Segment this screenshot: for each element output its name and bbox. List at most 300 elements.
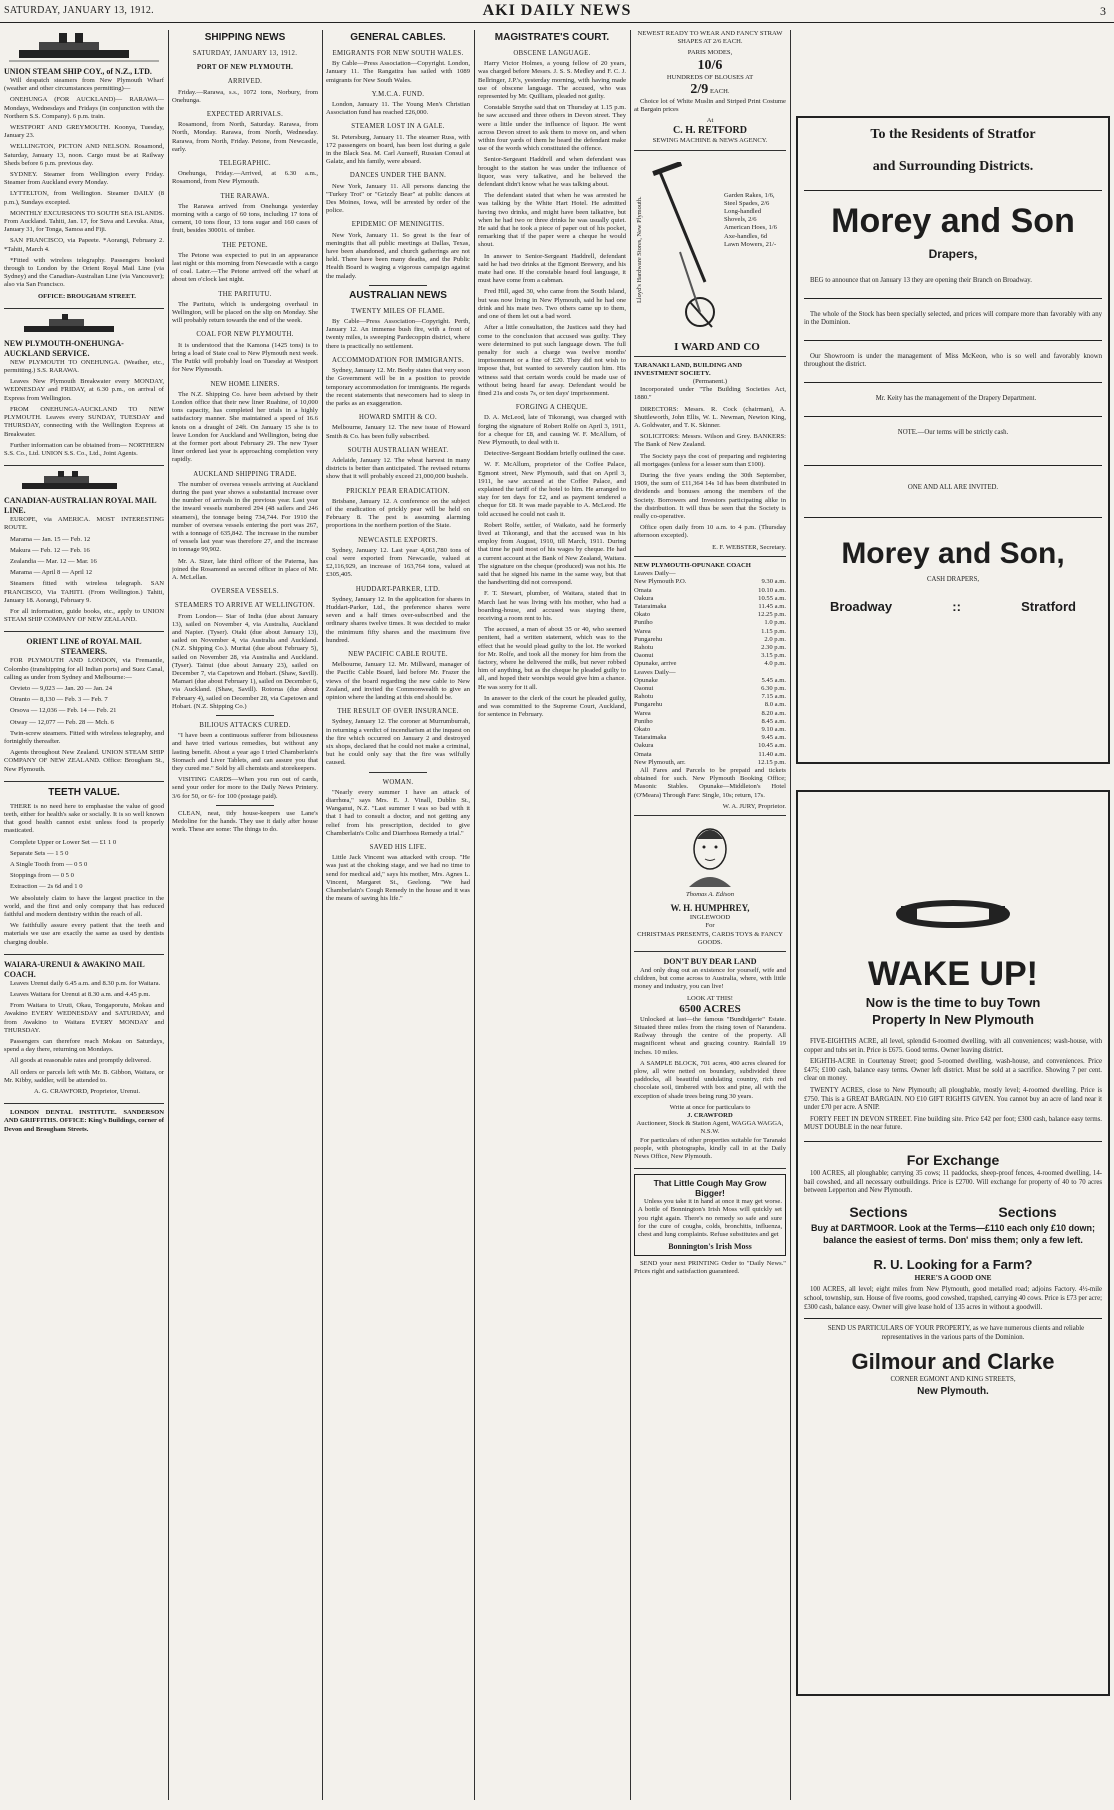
ad-line: SOLICITORS: Messrs. Wilson and Grey. BANKERS: The Bank of New Zealand. xyxy=(634,433,786,449)
ad-line: During the five years ending the 30th September, 1909, the sum of £11,364 14s 1d has been distributed in dividends and bonuses among the members of the Society. Borrowers and Investors participating alike in the distribution. It will thus be seen that the Society is really co-operative. xyxy=(634,472,786,521)
vertical-caption: Lloyd's Hardware Stores, New Plymouth. xyxy=(636,196,643,303)
land-ad xyxy=(634,957,786,1169)
column-rule xyxy=(168,30,169,1800)
property-listing: FORTY FEET IN DEVON STREET. Fine building site. Price £42 per foot; £300 cash, balance easy terms. MUST DOUBLE in the near future. xyxy=(804,1115,1102,1132)
ad-line: SEND your next PRINTING Order to "Daily News." Prices right and satisfaction guaranteed. xyxy=(634,1260,786,1276)
tool-price: Long-handled Shovels, 2/6 xyxy=(724,208,761,224)
subheading: Y.M.C.A. FUND. xyxy=(371,90,425,98)
building-society-ad xyxy=(634,362,786,557)
article-text: Robert Rolfe, settler, of Waikato, said he formerly lived at Tikorangi, and that the accused was in his employ from August, 1910, till March, 1911. During that time he paid most of his wages by cheque. He had a current account at the Bank of New Zealand, Waitara. The signature on the cheque (produced) was not his. He said that he signed his name in the same way, but that the handwriting did not correspond. xyxy=(478,521,626,587)
ad-line: And only drag out an existence for yourself, wife and children, but come across to Australia, where, with little money and industry, you can live! xyxy=(634,967,786,991)
ad-line: We absolutely claim to have the largest practice in the world, and the first and only company that has reduced faithful and modern dentistry within the reach of all. xyxy=(4,894,164,919)
divider xyxy=(804,190,1102,191)
article-text: Sydney, January 12. In the application for shares in Huddart-Parker, Ltd., the preference shares were seven and a half times over-subscribed and the ordinary shares twelve times. It was decided to make the minimum fifty shares and the maximum five hundred. xyxy=(326,595,470,644)
timetable-row xyxy=(634,611,786,619)
property-listing: 100 ACRES, all level; eight miles from New Plymouth, good metalled road; adjoins Factory. 4½-mile school, township, sun. House of five rooms, good cowshed, trapshed, carrying 40 cows. Price is £73 per acre; £300 cash, balance easy. Owner will give lease hold of 135 acres in without a goodwill. xyxy=(804,1286,1102,1311)
subheading: HOWARD SMITH & CO. xyxy=(359,414,437,422)
article-text: St. Petersburg, January 11. The steamer Russ, with 172 passengers on board, has been lost during a gale in the Black Sea. M. Carl Aunseff, Russian Consul at Galatz, and his family, were aboard. xyxy=(326,133,470,166)
shop-name: C. H. RETFORD xyxy=(673,125,747,137)
ad-heading: NEW PLYMOUTH-OPUNAKE COACH xyxy=(634,561,751,569)
subheading: AUCKLAND SHIPPING TRADE. xyxy=(193,470,297,478)
ad-heading: TARANAKI LAND, BUILDING AND INVESTMENT SOCIETY. xyxy=(634,361,742,377)
firm-name: Morey and Son, xyxy=(841,536,1065,570)
firm-subtitle: Drapers, xyxy=(928,247,978,261)
morey-and-son-ad xyxy=(796,116,1110,764)
ad-line: E. F. WEBSTER, Secretary. xyxy=(712,543,786,551)
company-name: ORIENT LINE of ROYAL MAIL STEAMERS. xyxy=(26,637,142,657)
subheading: NEW HOME LINERS. xyxy=(210,380,280,388)
ad-line: Otway — 12,077 — Feb. 28 — Mch. 6 xyxy=(10,718,114,726)
stop-name: Okato xyxy=(634,725,651,733)
article-text: VISITING CARDS—When you run out of cards, send your order for more to the Daily News Printery. 3/6 for 50, or 6/- for 100 (postage paid). xyxy=(172,776,318,800)
divider xyxy=(804,340,1102,341)
ad-line: Write at once for particulars to xyxy=(669,1103,751,1111)
column-general-cables xyxy=(326,30,470,1800)
ad-line: CHRISTMAS PRESENTS, CARDS TOYS & FANCY GOODS. xyxy=(637,930,783,946)
subheading: THE PARITUTU. xyxy=(218,290,272,298)
stop-time: 12.15 p.m. xyxy=(757,758,786,766)
stop-time: 11.45 a.m. xyxy=(758,602,786,610)
firm-town: New Plymouth. xyxy=(917,1385,989,1397)
ad-line: Makura — Feb. 12 — Feb. 16 xyxy=(10,546,90,554)
ad-line: For xyxy=(705,922,715,930)
article-text: The defendant stated that when he was arrested he was talking by the White Hart Hotel. He admitted having two drinks, and might have been talkative, but when he had two or three drinks he was usually quiet. He said that he took a piece of paper out of his pocket, remarking that if the paper were a cheque he would shout. xyxy=(478,192,626,249)
timetable-row xyxy=(634,628,786,636)
ad-heading: R. U. Looking for a Farm? xyxy=(873,1256,1033,1272)
article-text: Harry Victor Holmes, a young fellow of 20 years, was charged before Messrs. J. S. S. Medley and F. C. J. Bellringer, J.P.'s, yesterday morning, with having made use of obscene language. The accused, who was represented by Mr. Quilliam, pleaded not guilty. xyxy=(478,60,626,101)
shop-subtitle: SEWING MACHINE & NEWS AGENCY. xyxy=(652,137,768,145)
firm-subtitle: CASH DRAPERS, xyxy=(926,575,980,583)
price-line: Extraction — 2s 6d and 1 0 xyxy=(10,883,83,891)
ad-line: NOTE.—Our terms will be strictly cash. xyxy=(897,428,1009,436)
stop-time: 10.55 a.m. xyxy=(758,594,786,602)
signature-caption: Thomas A. Edison xyxy=(685,890,735,898)
humphrey-ad xyxy=(634,821,786,952)
stop-time: 2.0 p.m. xyxy=(764,635,786,643)
column-shipping-news xyxy=(172,30,318,1800)
article-text: Rosamond, from North, Saturday. Rarawa, from North, Monday. Rarawa, from North, Wednesday. Rarawa, from North, Friday. Petone, from Newcastle, early. xyxy=(172,121,318,153)
ad-line: Orvieto — 9,023 — Jan. 20 — Jan. 24 xyxy=(10,684,113,692)
timetable-row xyxy=(634,587,786,595)
stop-name: Oakura xyxy=(634,594,654,602)
subheading: DANCES UNDER THE BANN. xyxy=(349,172,447,180)
article-text: Melbourne, January 12. Mr. Millward, manager of the Pacific Cable Board, laid before Mr. Frazer the views of the board regarding the new cable to New Zealand, and invited the Commonwealth to give an opinion where the landing at this end should be. xyxy=(326,661,470,701)
article-text: "Nearly every summer I have an attack of diarrhœa," says Mrs. E. J. Vinall, Dublin St., Wanganui, N.Z. "Last summer I was so bad with it that I had to consult a doctor, and not getting any relief from his prescription, decided to give Chamberlain's Colic and Diarrhoea Remedy a trial." xyxy=(326,788,470,837)
timetable-row xyxy=(634,710,786,718)
ad-line: BEG to announce that on January 13 they are opening their Branch on Broadway. xyxy=(810,277,1032,284)
orient-line-ad xyxy=(4,637,164,781)
ad-line: Our Showroom is under the management of Miss McKeon, who is so well and favorably known throughout the district. xyxy=(804,352,1102,369)
ad-heading: TEETH VALUE. xyxy=(48,786,120,798)
ad-headline: To the Residents of Stratfor xyxy=(870,127,1036,142)
ad-line: A. G. CRAWFORD, Proprietor, Urenui. xyxy=(34,1088,140,1096)
subheading: SOUTH AUSTRALIAN WHEAT. xyxy=(347,446,449,454)
ad-line: SEND US PARTICULARS OF YOUR PROPERTY, as we have numerous clients and reliable representatives in the various parts of the Dominion. xyxy=(827,1325,1085,1341)
edison-portrait-icon xyxy=(675,821,745,891)
ad-line: Mr. Keity has the management of the Drapery Department. xyxy=(875,394,1037,402)
gilmour-clarke-ad xyxy=(796,790,1110,1696)
divider xyxy=(804,1141,1102,1142)
article-text: Sydney, January 12. Mr. Beeby states that very soon the Government will be in a position to provide temporary accommodation for immigrants. He regards the recent statements that newcomers had to sleep in the parks as an exaggeration. xyxy=(326,367,470,407)
ad-line: The Society pays the cost of preparing and registering all mortgages (unless for a lesser sum than £100). xyxy=(634,452,786,468)
ad-line: Leaves New Plymouth Breakwater every MONDAY, WEDNESDAY and FRIDAY, at 6.30 p.m., on arrival of Express from Wellington. xyxy=(4,378,164,402)
timetable-row xyxy=(634,718,786,726)
stop-name: Puniho xyxy=(634,717,653,725)
article-text: Sydney, January 12. The coroner at Murrumburrah, in returning a verdict of incendiarism at the inquest on the fire which occurred on January 2 and destroyed six shops, declared that he could not make a criminal, but he could only say that the fire was wilfully caused. xyxy=(326,718,470,767)
column-magistrates-court xyxy=(478,30,626,1800)
timetable-row xyxy=(634,734,786,742)
ad-subheadline: HERE'S A GOOD ONE xyxy=(914,1272,992,1282)
ad-line: INGLEWOOD xyxy=(689,914,731,922)
subheading: STEAMERS TO ARRIVE AT WELLINGTON. xyxy=(174,602,316,610)
ad-line: FROM ONEHUNGA-AUCKLAND TO NEW PLYMOUTH. Leaves every SUNDAY, TUESDAY and THURSDAY, connecting with the Wellington Express at Breakwater. xyxy=(4,405,164,438)
article-text: W. F. McAllum, proprietor of the Coffee Palace, Egmont street, New Plymouth, said that on April 3, 1911, he saw accused at the Coffee Palace, and explained the tariff of the hotel to him. He arranged to stay for ten days for £2, and as payment tendered a cheque for £8. It was made payable to A. McLeod. He told accused he could not cash it. xyxy=(478,461,626,518)
masthead xyxy=(0,0,1114,23)
stop-name: Tataraimaka xyxy=(634,602,667,610)
stop-name: Opunake, arrive xyxy=(634,660,677,668)
divider xyxy=(804,517,1102,518)
stop-time: 10.10 a.m. xyxy=(758,586,786,594)
section-title: SHIPPING NEWS xyxy=(204,32,286,43)
stop-name: Warea xyxy=(634,709,651,717)
property-listing: 100 ACRES, all ploughable; carrying 35 cows; 11 paddocks, sheep-proof fences, 4-roomed dwelling, 14-bail cowshed, and all necessary outbuildings. Price is £2700. Will exchange for property of 40 to 70 acres between Lepperton and New Plymouth. xyxy=(804,1169,1102,1195)
subheading: HUDDART-PARKER, LTD. xyxy=(355,585,441,593)
firm-name: Morey and Son xyxy=(831,202,1075,240)
tool-price: Steel Spades, 2/6 xyxy=(724,199,770,207)
sections-heading xyxy=(804,1202,1102,1222)
ad-headline: and Surrounding Districts. xyxy=(872,159,1034,174)
canadian-australian-ad xyxy=(4,471,164,632)
subheading: STEAMER LOST IN A GALE. xyxy=(351,123,445,131)
ad-line: (Permanent.) xyxy=(692,378,728,386)
stop-name: Pungarehu xyxy=(634,635,663,643)
timetable-row xyxy=(634,578,786,586)
subheading: EMIGRANTS FOR NEW SOUTH WALES. xyxy=(332,50,464,57)
price-line: A Single Tooth from — 0 5 0 xyxy=(10,861,88,868)
stop-time: 5.45 a.m. xyxy=(761,676,786,684)
column-rule xyxy=(630,30,631,1800)
company-name: NEW PLYMOUTH-ONEHUNGA-AUCKLAND SERVICE. xyxy=(4,338,124,358)
ad-line: PARIS MODES, xyxy=(687,49,733,57)
divider xyxy=(804,1318,1102,1319)
timetable-row xyxy=(634,660,786,668)
price-line: Stoppings from — 0 5 0 xyxy=(10,872,74,880)
timetable-row xyxy=(634,636,786,644)
ad-line: We faithfully assure every patient that the teeth and materials we use are exactly the same as used by dentists charging double. xyxy=(4,922,164,946)
stop-time: 6.30 p.m. xyxy=(761,684,786,692)
subheading: FORGING A CHEQUE. xyxy=(515,404,589,412)
stop-name: Leaves Daily— xyxy=(634,668,676,676)
subheading: NEW PACIFIC CABLE ROUTE. xyxy=(348,650,448,658)
stop-name: Rahotu xyxy=(634,643,654,651)
stop-name: Oaonui xyxy=(634,684,654,692)
article-text: Constable Smythe said that on Thursday at 1.15 p.m. he saw accused and three others in Devon street. They were a little under the influence of liquor. He went across Devon street to ask them to move on, and when within four yards of them he heard the defendant make use of the words which constituted the offence. xyxy=(478,104,626,153)
article-text: The Petone was expected to put in an appearance last night or this morning from Newcastle with a cargo of coal. Later.—The Petone arrived off the wharf at about ten o'clock last night. xyxy=(172,251,318,284)
location-right: Stratford xyxy=(1021,599,1076,615)
article-text: After a little consultation, the Justices said they had come to the conclusion that accused was guilty. They were determined to put such language down. The full penalty for such a charge was twelve months' imprisonment or a fine of £20. They did not wish to impose that, but wanted to severely caution him. His witness said that certain words could be made use of without being heard far away. Defendant would be fined 21s and costs 7s, or ten days' imprisonment. xyxy=(478,324,626,397)
company-name: UNION STEAM SHIP COY., of N.Z., LTD. xyxy=(4,67,152,76)
subheading: BILIOUS ATTACKS CURED. xyxy=(199,722,291,730)
timetable-row xyxy=(634,595,786,603)
tool-price: Lawn Mowers, 21/- xyxy=(724,240,777,248)
firm-address: CORNER EGMONT AND KING STREETS, xyxy=(890,1376,1016,1384)
ad-line: MONTHLY EXCURSIONS TO SOUTH SEA ISLANDS. From Auckland. Tahiti, Jan. 17, for Suva and Levuka. Atua, January 31, for Tonga, Samoa and Fiji. xyxy=(4,209,164,234)
ad-line: Marama — April 8 — April 12 xyxy=(10,569,93,577)
ad-line: WELLINGTON, PICTON AND NELSON. Rosamond, Saturday, January 13, noon. Cargo must be at Railway Sheds before 6 p.m. previous day. xyxy=(4,143,164,167)
stop-name: Opunake xyxy=(634,676,658,684)
article-text: New York, January 11. So great is the fear of meningitis that all public meetings at Dallas, Texas, have been abandoned, and church gatherings are not held. There have been many deaths, and the Public Health Board is waging a vigorous campaign against the malady. xyxy=(326,231,470,280)
ad-line: HUNDREDS OF BLOUSES AT xyxy=(666,73,754,81)
ad-line: Incorporated under "The Building Societies Act, 1880." xyxy=(634,386,786,402)
article-text: The Rarawa arrived from Onehunga yesterday morning with a cargo of 60 tons, including 17 tons of cement, 10 tons flour, 13 tons sugar and 160 cases of fruit, besides 30001t. of timber. xyxy=(172,202,318,235)
ad-heading: For Exchange xyxy=(906,1151,1000,1168)
property-listing: TWENTY ACRES, close to New Plymouth; all ploughable, mostly level; 4-roomed dwelling. Price is £750. This is a GREAT BARGAIN. NO £10 GIFT RIGHTS GIVEN. You cannot buy an acre of land near it under £70 per acre. A SNIP. xyxy=(804,1086,1102,1112)
stop-name: Okato xyxy=(634,611,651,619)
ad-line: All goods at reasonable rates and promptly delivered. xyxy=(10,1057,151,1065)
timetable-row xyxy=(634,677,786,685)
article-text: D. A. McLeod, late of Tikorangi, was charged with forging the signature of Robert Rolfe on April 3, 1911, for a cheque for £8, and causing W. F. McAllum, of New Plymouth, to deal with it. xyxy=(478,414,626,446)
article-text: Melbourne, January 12. The new issue of Howard Smith & Co. has been fully subscribed. xyxy=(326,424,470,440)
timetable-row xyxy=(634,685,786,693)
article-text: The accused, a man of about 35 or 40, who seemed penitent, had a written statement, which was to the effect that he would plead guilty to the lot. He worked for Mr. Rolfe, and took all the money for him from the factory, where he delivered the milk, but never robbed him of anything, but as the cheque he pleaded guilty to all, and hoped their worships would give him a chance. He was sorry for it all. xyxy=(478,626,626,691)
timetable-row xyxy=(634,652,786,660)
divider xyxy=(216,715,274,716)
property-listing: FIVE-EIGHTHS ACRE, all level, splendid 6-roomed dwelling, with all conveniences; wash-house, with copper and tubs set in. Price is £675. Good terms. Owner leaving district. xyxy=(804,1038,1102,1054)
article-text: Onehunga, Friday.—Arrived, at 6.30 a.m., Rosamond, from New Plymouth. xyxy=(172,170,318,186)
firm-name: Gilmour and Clarke xyxy=(851,1349,1055,1375)
ad-line: J. CRAWFORD xyxy=(687,1112,733,1120)
subheading: TELEGRAPHIC. xyxy=(219,160,271,168)
timetable-row xyxy=(634,742,786,750)
divider xyxy=(369,772,427,773)
tool-price: American Hoes, 1/6 xyxy=(724,224,777,232)
article-text: The Paritutu, which is undergoing overhaul in Wellington, will be placed on the slip on Monday. She will probably return towards the end of the week. xyxy=(172,300,318,325)
ad-line: EACH. xyxy=(709,87,730,95)
cough-remedy-ad xyxy=(634,1174,786,1256)
stop-time: 9.45 a.m. xyxy=(761,734,786,742)
tool-price: Axe-handles, 6d xyxy=(724,232,768,240)
issue-date: SATURDAY, JANUARY 13, 1912. xyxy=(4,5,154,16)
subheading: ACCOMMODATION FOR IMMIGRANTS. xyxy=(332,356,464,364)
timetable-row xyxy=(634,751,786,759)
stop-time: 9.30 a.m. xyxy=(761,578,786,586)
stop-time: 8.45 a.m. xyxy=(761,717,786,725)
ad-line: Marama — Jan. 15 — Feb. 12 xyxy=(10,535,91,543)
timetable-row xyxy=(634,701,786,709)
ad-line: *Fitted with wireless telegraphy. Passengers booked through to London by the Orient Royal Mail Line (via Sydney) and the Canadian-Australian Line (via Vancouver); also via San Francisco. xyxy=(4,256,164,289)
ad-line: For all information, guide books, etc., apply to UNION STEAM SHIP COMPANY OF NEW ZEALAND. xyxy=(4,607,164,624)
article-text: Detective-Sergeant Boddam briefly outlined the case. xyxy=(484,450,626,458)
stop-time: 4.0 p.m. xyxy=(764,660,786,668)
alarm-clock-bell-icon xyxy=(893,894,1013,928)
stop-time: 11.40 a.m. xyxy=(758,750,786,758)
subheading: EXPECTED ARRIVALS. xyxy=(206,111,284,119)
divider xyxy=(804,465,1102,466)
article-text: Adelaide, January 12. The wheat harvest in many districts is better than anticipated. The revised returns show that it will probably exceed 21,000,000 bushels. xyxy=(326,456,470,481)
stop-time: 1.0 p.m. xyxy=(764,619,786,627)
shop-name: I WARD AND CO xyxy=(674,340,760,353)
coach-timetable-ad xyxy=(634,562,786,816)
subheading: COAL FOR NEW PLYMOUTH. xyxy=(196,331,294,339)
union-steam-ship-ad xyxy=(4,30,164,309)
ad-subheadline: Buy at DARTMOOR. Look at the Terms—£110 each only £10 down; balance the easiest of terms. Don' miss them; only a few left. xyxy=(811,1222,1095,1245)
ad-line: Agents throughout New Zealand. UNION STEAM SHIP COMPANY OF NEW ZEALAND. Office: Brougham St., New Plymouth. xyxy=(4,749,164,773)
subheading: SAVED HIS LIFE. xyxy=(369,844,427,852)
article-text: Friday.—Rarawa, s.s., 1072 tons, Norbury, from Onehunga. xyxy=(172,88,318,104)
steamship-icon xyxy=(14,471,154,493)
ad-line: W. A. JURY, Proprietor. xyxy=(722,802,786,810)
ad-line: SAN FRANCISCO, via Papeete. *Aorangi, February 2. *Tahiti, March 4. xyxy=(4,237,164,253)
article-text: CLEAN, neat, tidy house-keepers use Lane's Medoline for the hands. They use it daily after house work. These are some: The things to do. xyxy=(172,809,318,834)
article-text: Little Jack Vincent was attacked with croup. "He was just at the choking stage, and we had no time to send for medical aid," says his mother, Mrs. Agnes L. Vincent, Margaret St., Geelong. "We had Chamberlain's Cough Remedy in the house and it was the means of saving his life." xyxy=(326,854,470,903)
divider xyxy=(804,382,1102,383)
article-text: In answer to the clerk of the court he pleaded guilty, and was committed to the Supreme Court, Auckland, for sentence in February. xyxy=(478,694,626,719)
stop-time: 1.15 p.m. xyxy=(761,627,786,635)
ad-line: Unlocked at last—the famous "Bundidgerie" Estate. Situated three miles from the rising town of Narandera. Railway through the centre of the property. All magnificent wheat and grazing country. Rainfall 19 inches. 10 miles. xyxy=(634,1015,786,1056)
steamship-icon xyxy=(9,30,159,64)
location-separator: :: xyxy=(952,599,961,615)
article-text: It is understood that the Kamona (1425 tons) is to bring a load of State coal to New Plymouth next week. The Putiki will probably load on Tuesday at Westport for New Plymouth. xyxy=(172,341,318,374)
brand-name: Bonnington's Irish Moss xyxy=(668,1242,752,1252)
stop-time: 2.30 p.m. xyxy=(761,643,786,651)
ad-line: Leaves Waitara for Urenui at 8.30 a.m. and 4.45 p.m. xyxy=(10,991,151,999)
ad-line: The whole of the Stock has been specially selected, and prices will compare more than favorably with any in the Dominion. xyxy=(804,310,1102,327)
price-label: 2/9 xyxy=(690,81,709,97)
timetable-row xyxy=(634,619,786,627)
column-display-ads xyxy=(796,30,1110,1800)
stop-time: 7.15 a.m. xyxy=(761,693,786,701)
subheading: NEWCASTLE EXPORTS. xyxy=(358,536,438,544)
article-text: Senior-Sergeant Haddrell and when defendant was brought to the station he was under the influence of liquor, was very talkative, and he believed the defendant didn't know what he was talking about. xyxy=(478,156,626,189)
ad-line: WESTPORT AND GREYMOUTH. Koonya, Tuesday, January 23. xyxy=(4,124,164,140)
article-text: In answer to Senior-Sergeant Haddrell, defendant said he had two drinks at the Egmont Brewery, and his mate had one. If the constable heard foul language, it must have come from a cabman. xyxy=(478,252,626,285)
ad-line: A SAMPLE BLOCK, 701 acres, 400 acres cleared for plow, all wire netted on boundary, subdivided three paddocks, all beautiful undulating country, rich red chocolate soil, timbered with box and pine, all with the exception of shade trees being rung 30 years. xyxy=(634,1059,786,1100)
article-text: Fred Hill, aged 30, who came from the South Island, but was now living in New Plymouth, said he had one drink and his mate two. Two others came up to them, and one of them let out a bad word. xyxy=(478,288,626,321)
ad-line: NEW PLYMOUTH TO ONEHUNGA. (Weather, etc., permitting.) S.S. RARAWA. xyxy=(4,358,164,375)
stop-name: Rahotu xyxy=(634,693,654,701)
section-title: AUSTRALIAN NEWS xyxy=(349,289,447,301)
timetable xyxy=(634,570,786,767)
onehunga-service-ad xyxy=(4,314,164,466)
ad-line: 6500 ACRES xyxy=(679,1002,741,1015)
timetable-row xyxy=(634,644,786,652)
timetable-row xyxy=(634,693,786,701)
column-rule xyxy=(322,30,323,1800)
ad-line: Twin-screw steamers. Fitted with wireless telegraphy, and fortnightly thereafter. xyxy=(4,729,164,745)
ad-line: Choice lot of White Muslin and Striped Print Costume at Bargain prices xyxy=(634,97,786,114)
dental-ad: LONDON DENTAL INSTITUTE. SANDERSON AND GRIFFITHS. OFFICE: King's Buildings, corner of Devon and Brougham Streets. xyxy=(4,1109,164,1133)
price-line: Complete Upper or Lower Set — £1 1 0 xyxy=(10,838,117,846)
ad-line: OFFICE: BROUGHAM STREET. xyxy=(38,292,136,300)
property-listing: EIGHTH-ACRE in Courtenay Street; good 5-roomed dwelling, wash-house, and conveniences. Price £475; £100 cash, balance easy terms. Owner left district. Must be sold at a sacrifice. Showing 7 per cent. clear on money. xyxy=(804,1058,1102,1083)
stop-name: New Plymouth, arr. xyxy=(634,758,686,766)
article-text: The number of oversea vessels arriving at Auckland during the past year shows a substantial increase over the number of arrivals in the previous year. Last year the inward vessels numbered 294 (48 sailers and 246 steamers), the tonnage being 734,744. For 1910 the number of oversea vessels entering the port was 267, with a tonnage of 635,842. The increase in the number of vessels last year was therefore 27, and the increase in tonnage 99,902. xyxy=(172,480,318,554)
ad-line: All orders or parcels left with Mr. B. Gibbon, Waitara, or Mr. Kibby, saddler, will be attended to. xyxy=(4,1068,164,1084)
stop-time: 8.0 a.m. xyxy=(764,701,786,709)
stop-name: New Plymouth P.O. xyxy=(634,578,687,586)
stop-time: 8.20 a.m. xyxy=(761,709,786,717)
ad-line: From Waitara to Uruti, Okau, Tongaporutu, Mokau and Awakino EVERY WEDNESDAY and SATURDAY, and from Awakino to Waitara EVERY MONDAY and THURSDAY. xyxy=(4,1002,164,1034)
column-rule xyxy=(790,30,791,1800)
mail-coach-ad xyxy=(4,960,164,1104)
subheading: OBSCENE LANGUAGE. xyxy=(513,50,591,57)
ad-line: EUROPE, via AMERICA. MOST INTERESTING ROUTE. xyxy=(4,516,164,532)
timetable-row xyxy=(634,570,786,578)
newspaper-title: AKI DAILY NEWS xyxy=(482,2,632,19)
subheading: OVERSEA VESSELS. xyxy=(211,588,279,596)
ad-line: Will despatch steamers from New Plymouth Wharf (weather and other circumstances permitting)— xyxy=(4,77,164,93)
ad-line: Further information can be obtained from— NORTHERN S.S. Co., Ltd. UNION S.S. Co., Ltd., Joint Agents. xyxy=(4,441,164,457)
stop-name: Omata xyxy=(634,586,652,594)
ad-line: All Fares and Parcels to be prepaid and tickets obtained for such. New Plymouth Booking Office; Masonic Stables. Opunake—Middleton's Hotel (O'Meara) Through Fare: Single, 10s; return, 17s. xyxy=(634,766,786,799)
subheading: THE RESULT OF OVER INSURANCE. xyxy=(337,708,459,716)
retford-ad xyxy=(634,30,786,151)
article-text: F. T. Stewart, plumber, of Waitara, stated that in March last he was living with his mother, who had a boarding-house, and accused was staying there, receiving a room rent to his. xyxy=(478,590,626,622)
article-text: London, January 11. The Young Men's Christian Association fund has reached £26,000. xyxy=(326,101,470,117)
stop-time: 3.15 p.m. xyxy=(761,652,786,660)
company-name: CANADIAN-AUSTRALIAN ROYAL MAIL LINE. xyxy=(4,496,157,516)
timetable-row xyxy=(634,603,786,611)
article-text: The N.Z. Shipping Co. have been advised by their London office that their new liner Ruahine, of 10,000 tons capacity, has completed her trials in a highly satisfactory manner. She maintained a speed of 16.6 knots on a draught of 24ft. On January 15 she is to leave London for Auckland and Wellington, being due at the former port about February 29. The new Tyser liner ordered last year is approaching completion very rapidly. xyxy=(172,390,318,464)
price-line: Separate Sets — 1 5 0 xyxy=(10,849,69,857)
ad-line: FOR PLYMOUTH AND LONDON, via Fremantle, Colombo (transhipping for all Indian ports) and Suez Canal, calling as under from Sydney and Melbourne:— xyxy=(4,657,164,681)
sections-left: Sections xyxy=(849,1203,908,1220)
ad-line: ONE AND ALL ARE INVITED. xyxy=(907,484,999,492)
ad-heading: That Little Cough May Grow Bigger! xyxy=(653,1178,767,1199)
article-text: Sydney, January 12. Last year 4,061,780 tons of coal were exported from Newcastle, valued at £2,116,929, an increase of 163,764 tons, valued at £305,405. xyxy=(326,546,470,579)
article-text: "I have been a continuous sufferer from biliousness and have tried various remedies, but without any lasting benefit. About a year ago I tried Chamberlain's Stomach and Liver Tablets, and can assure you that they cured me." Sold by all chemists and storekeepers. xyxy=(172,732,318,773)
stop-name: Warea xyxy=(634,627,651,635)
stop-name: Oaonui xyxy=(634,652,654,660)
stop-time: 10.45 a.m. xyxy=(758,742,786,750)
ad-headline: WAKE UP! xyxy=(868,955,1038,993)
ad-heading: WAIARA-URENUI & AWAKINO MAIL COACH. xyxy=(4,959,145,979)
article-text: Mr. A. Sizer, late third officer of the Paterna, has joined the Rosamond as second officer in place of Mr. A. McLellan. xyxy=(172,557,318,581)
ad-line: LOOK AT THIS! xyxy=(687,994,733,1002)
tool-price: Garden Rakes, 1/6, xyxy=(724,191,775,199)
ad-line: Auctioneer, Stock & Station Agent, WAGGA WAGGA, N.S.W. xyxy=(636,1120,784,1136)
stop-name: Omata xyxy=(634,750,652,758)
ad-line: Zealandia — Mar. 12 — Mar. 16 xyxy=(10,557,97,565)
steamship-icon xyxy=(14,314,154,336)
divider xyxy=(216,805,274,806)
stop-name: Leaves Daily— xyxy=(634,570,676,578)
ad-line: At xyxy=(706,117,714,125)
ad-line: Passengers can therefore reach Mokau on Saturdays, spend a day there, returning on Mondays. xyxy=(4,1038,164,1054)
column-rule xyxy=(474,30,475,1800)
teeth-value-ad xyxy=(4,787,164,955)
ad-line: ONEHUNGA (FOR AUCKLAND)— RARAWA—Mondays, Wednesdays and Fridays (in conjunction with the Northern S.S. Company). 6 p.m. train. xyxy=(4,96,164,120)
article-text: By Cable—Press Association—Copyright. Perth, January 12. An immense bush fire, with a front of twenty miles, is sweeping Pardecoppin district, where there is practically no settlement. xyxy=(326,318,470,350)
firm-location xyxy=(804,598,1102,616)
article-text: From London— Star of India (due about January 13), sailed on November 4, via Australia, Auckland and Napier. (Tyser). Otaki (due about January 13), sailed on November 4, via Australia and Auckland. (N.Z. Shipping Co.). Muritai (due about February 5), sailed on November 28, via Australia and Auckland. (Tyser). Tainui (due about January 23), sailed on December 7, via Capetown and Hobart. (Shaw, Savill). Mamari (due about February 1), sailed on December 6, via Auckland. (Shaw, Savill). Rotorua (due about February 4), sailed on December 28, via Capetown and Hobart. (N.Z. Shipping Co.) xyxy=(172,612,318,710)
stop-name: Tataraimaka xyxy=(634,734,667,742)
location-left: Broadway xyxy=(830,599,893,615)
section-date: SATURDAY, JANUARY 13, 1912. xyxy=(192,50,298,57)
ad-line: Unless you take it in hand at once it may get worse. A bottle of Bonnington's Irish Moss will quickly set you right again. There's no remedy so safe and sure for the cure of coughs, colds, bronchitis, influenza, chest and lung complaints. Refuse substitutes and get xyxy=(638,1198,782,1239)
ad-line: For particulars of other properties suitable for Taranaki people, with photographs, kindly call in at the Daily News Office, New Plymouth. xyxy=(634,1136,786,1161)
column-advertisements xyxy=(634,30,786,1800)
subheading: PORT OF NEW PLYMOUTH. xyxy=(196,64,294,72)
subheading: THE RARAWA. xyxy=(220,192,270,200)
divider xyxy=(804,416,1102,417)
stop-time: 12.25 p.m. xyxy=(757,611,786,619)
garden-rake-icon xyxy=(650,162,720,342)
ad-line: DIRECTORS: Messrs. R. Cock (chairman), A. Shuttleworth, John Ellis, W. L. Newman, Newton King, A. Goldwater, and T. K. Skinner. xyxy=(634,405,786,430)
section-title: MAGISTRATE'S COURT. xyxy=(494,32,610,43)
ad-line: Office open daily from 10 a.m. to 4 p.m. (Thursday afternoon excepted). xyxy=(634,524,786,540)
ad-line: SYDNEY. Steamer from Wellington every Friday. Steamer from Auckland every Monday. xyxy=(4,171,164,187)
